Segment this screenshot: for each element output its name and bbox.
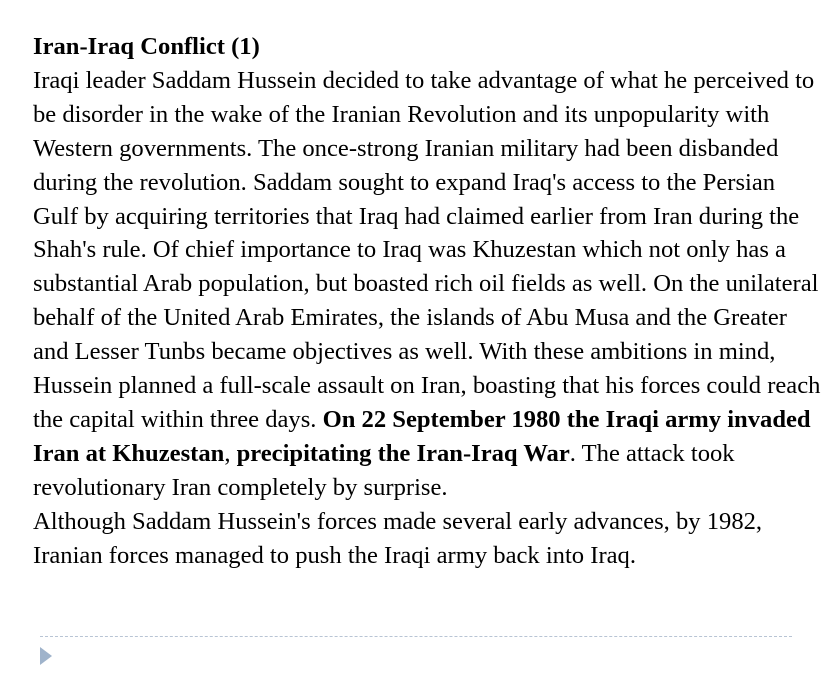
slide-title: Iran-Iraq Conflict (1) [33, 33, 260, 60]
bold-invasion-text: On 22 September 1980 the Iraqi army invaded Iran at Khuzestan [33, 405, 811, 467]
bold-war-text: precipitating the Iran-Iraq War [236, 439, 570, 467]
paragraph-comma: , [224, 439, 237, 467]
body-paragraph-1 [33, 64, 823, 505]
paragraph-text-end: . The attack took revolutionary Iran completely by surprise. [33, 439, 735, 501]
dashed-divider [40, 636, 792, 637]
paragraph-text: Iraqi leader Saddam Hussein decided to take advantage of what he perceived to be disorder in the wake of the Iranian Revolution and its unpopularity with Western governments. The once-strong Iranian military had been disbanded during the revolution. Saddam sought to expand Iraq's access to the Persian Gulf by acquiring territories that Iraq had claimed earlier from Iran during the Shah's rule. Of chief importance to Iraq was Khuzestan which not only has a substantial Arab population, but boasted rich oil fields as well. On the unilateral behalf of the United Arab Emirates, the islands of Abu Musa and the Greater and Lesser Tunbs became objectives as well. With these ambitions in mind, Hussein planned a full-scale assault on Iran, boasting that his forces could reach the capital within three days. [33, 66, 821, 433]
triangle-bullet-icon [40, 647, 52, 665]
body-paragraph-2: Although Saddam Hussein's forces made several early advances, by 1982, Iranian forces managed to push the Iraqi army back into Iraq. [33, 507, 763, 569]
slide-content [33, 30, 823, 573]
